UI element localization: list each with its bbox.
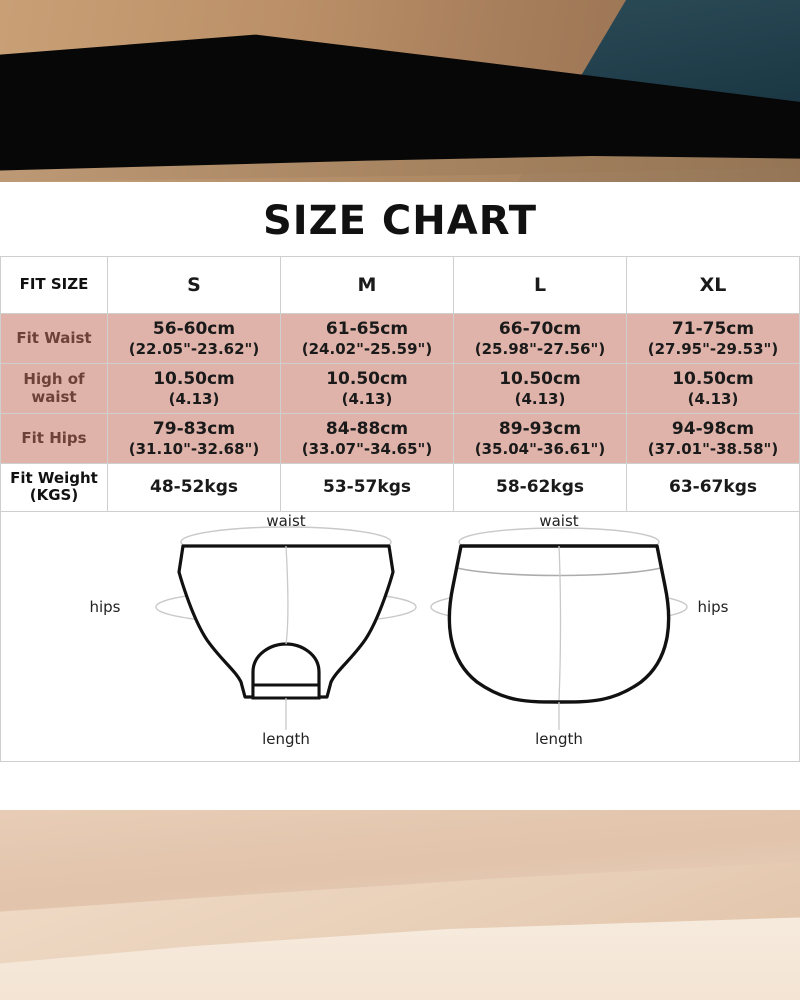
cell-fit-weight-xl	[627, 464, 800, 512]
table-row-high-of-waist	[1, 364, 800, 414]
diagram-right-hips-label: hips	[697, 597, 729, 616]
size-chart-table	[0, 256, 800, 512]
header-size-l: L	[454, 257, 627, 314]
cell-value-cm: 66-70cm	[498, 319, 582, 339]
cell-value-cm: 71-75cm	[671, 319, 755, 339]
table-row-fit-weight	[1, 464, 800, 512]
table-header-row	[1, 257, 800, 314]
cell-value-inch: (4.13)	[514, 389, 566, 408]
top-photo-band	[0, 0, 800, 182]
row-label-line1: High of	[23, 370, 85, 389]
cell-fit-hips-l	[454, 414, 627, 464]
table-row-fit-waist	[1, 314, 800, 364]
bottom-photo-band	[0, 810, 800, 1000]
cell-value-inch: (4.13)	[168, 389, 220, 408]
cell-value-inch: (22.05"-23.62")	[128, 339, 260, 358]
cell-value-inch: (4.13)	[687, 389, 739, 408]
cell-value-cm: 56-60cm	[152, 319, 236, 339]
brief-diagram-left	[89, 512, 416, 748]
cell-value-inch: (27.95"-29.53")	[647, 339, 779, 358]
brief-diagram-right	[431, 512, 729, 748]
diagram-left-hips-label: hips	[89, 597, 121, 616]
diagram-left-waist-label: waist	[266, 511, 306, 530]
row-label-fit-waist: Fit Waist	[1, 314, 108, 364]
diagram-right-length-label: length	[535, 729, 583, 748]
header-size-s: S	[108, 257, 281, 314]
cell-value-cm: 61-65cm	[325, 319, 409, 339]
cell-fit-waist-l	[454, 314, 627, 364]
cell-value-inch: (33.07"-34.65")	[301, 439, 433, 458]
diagram-right-waist-label: waist	[539, 511, 579, 530]
cell-value-inch: (31.10"-32.68")	[128, 439, 260, 458]
cell-fit-waist-m	[281, 314, 454, 364]
cell-fit-weight-m	[281, 464, 454, 512]
row-label-line2: (KGS)	[29, 486, 79, 505]
cell-fit-hips-xl	[627, 414, 800, 464]
cell-value-kgs: 48-52kgs	[150, 476, 238, 497]
cell-value-inch: (37.01"-38.58")	[647, 439, 779, 458]
header-size-m: M	[281, 257, 454, 314]
cell-value-cm: 79-83cm	[152, 419, 236, 440]
cell-value-kgs: 63-67kgs	[669, 476, 757, 497]
cell-fit-waist-xl	[627, 314, 800, 364]
header-size-xl: XL	[627, 257, 800, 314]
measurement-diagrams	[0, 512, 800, 762]
header-fit-size: FIT SIZE	[1, 257, 108, 314]
size-chart-card	[0, 182, 800, 810]
cell-value-kgs: 58-62kgs	[496, 476, 584, 497]
cell-high-of-waist-xl	[627, 364, 800, 414]
cell-value-cm: 10.50cm	[499, 369, 581, 390]
cell-value-inch: (24.02"-25.59")	[301, 339, 433, 358]
row-label-fit-hips: Fit Hips	[1, 414, 108, 464]
cell-high-of-waist-l	[454, 364, 627, 414]
cell-value-cm: 89-93cm	[498, 419, 582, 440]
cell-fit-hips-s	[108, 414, 281, 464]
cell-fit-weight-l	[454, 464, 627, 512]
cell-fit-waist-s	[108, 314, 281, 364]
cell-value-inch: (35.04"-36.61")	[474, 439, 606, 458]
row-label-line2: waist	[31, 387, 77, 406]
cell-value-cm: 10.50cm	[153, 369, 235, 390]
cell-fit-weight-s	[108, 464, 281, 512]
table-row-fit-hips	[1, 414, 800, 464]
page-title: SIZE CHART	[262, 198, 538, 244]
row-label-fit-weight	[1, 464, 108, 512]
cell-fit-hips-m	[281, 414, 454, 464]
cell-value-cm: 10.50cm	[672, 369, 754, 390]
cell-value-cm: 94-98cm	[671, 419, 755, 440]
row-label-line1: Fit Weight	[10, 469, 98, 488]
cell-high-of-waist-s	[108, 364, 281, 414]
cell-high-of-waist-m	[281, 364, 454, 414]
cell-value-inch: (4.13)	[341, 389, 393, 408]
cell-value-cm: 10.50cm	[326, 369, 408, 390]
cell-value-cm: 84-88cm	[325, 419, 409, 440]
cell-value-inch: (25.98"-27.56")	[474, 339, 606, 358]
diagram-left-length-label: length	[262, 729, 310, 748]
row-label-high-of-waist	[1, 364, 108, 414]
cell-value-kgs: 53-57kgs	[323, 476, 411, 497]
